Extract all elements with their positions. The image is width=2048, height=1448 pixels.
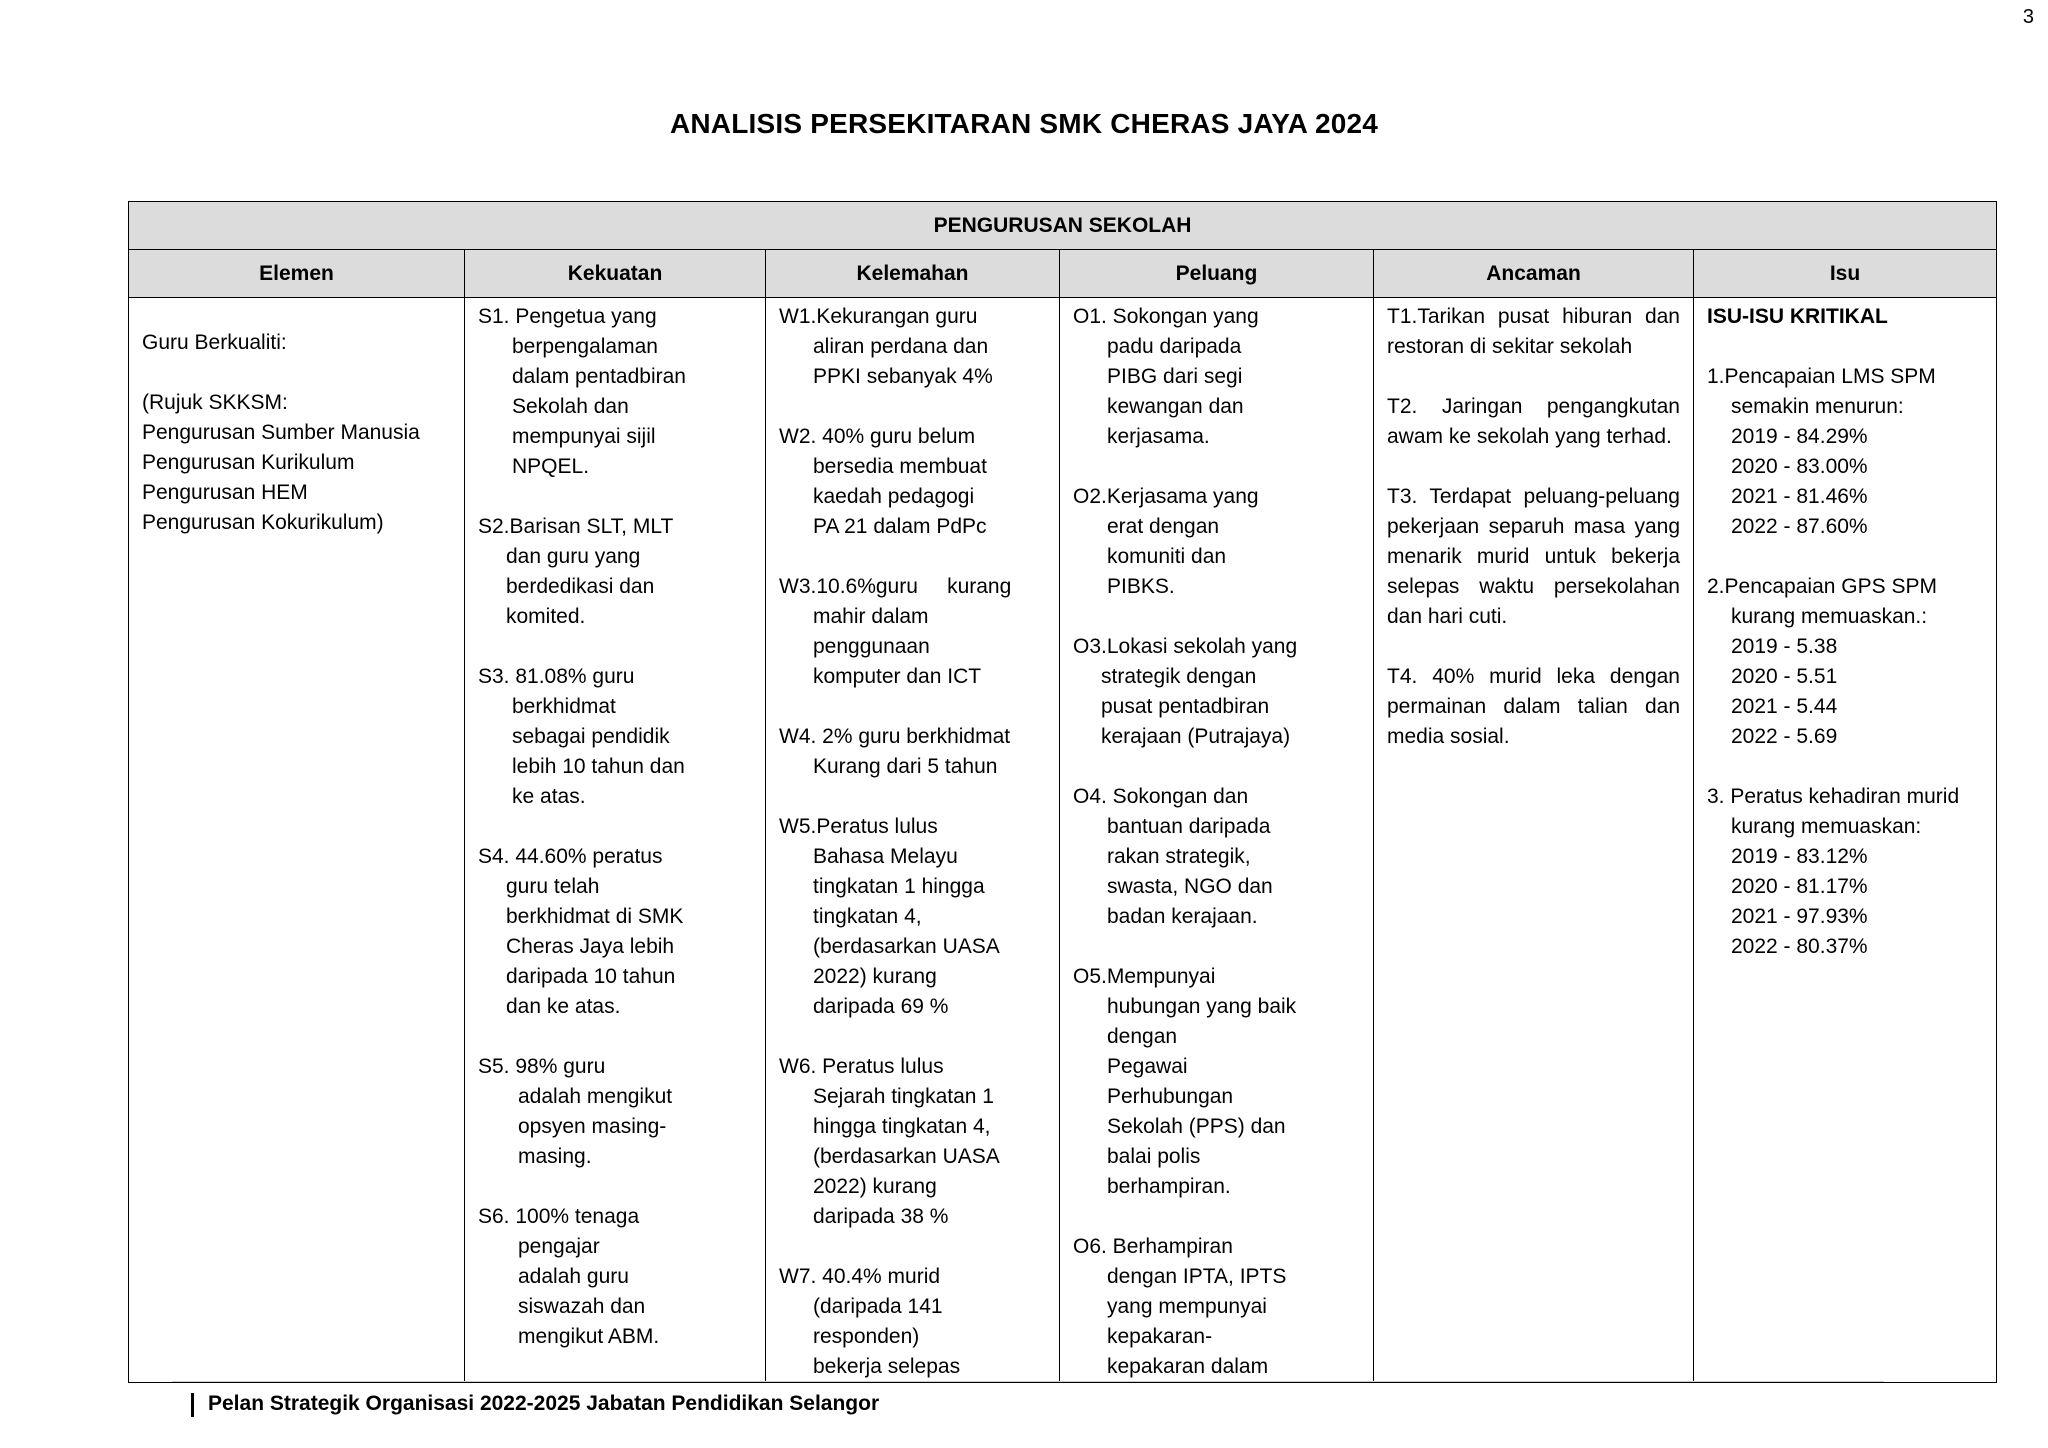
ancaman-cell [1374, 298, 1694, 1383]
elemen-text: Guru Berkualiti: (Rujuk SKKSM: Pengurusan Sumber Manusia Pengurusan Kurikulum Pengurusan HEM Pengurusan Kokurikulum) [142, 331, 420, 534]
opportunity-lead: O6. Berhampiran [1073, 1235, 1233, 1258]
opportunity-item [1073, 482, 1360, 602]
column-header-ancaman: Ancaman [1374, 250, 1694, 298]
strength-lead: S1. Pengetua yang [478, 305, 657, 328]
issue-detail: kurang memuaskan.: 2019 - 5.38 2020 - 5.51 2021 - 5.44 2022 - 5.69 [1731, 605, 1928, 748]
weakness-lead: W7. 40.4% murid [779, 1265, 941, 1288]
weakness-lead: W2. 40% guru belum [779, 425, 976, 448]
opportunity-item [1073, 632, 1360, 752]
weakness-lead: W6. Peratus lulus [779, 1055, 944, 1078]
weakness-lead: W5.Peratus lulus [779, 815, 938, 838]
strength-detail: berkhidmat sebagai pendidik lebih 10 tahun dan ke atas. [512, 695, 685, 808]
opportunity-item [1073, 782, 1360, 932]
weakness-item [779, 572, 1046, 692]
weakness-item [779, 812, 1046, 1022]
weakness-item [779, 422, 1046, 542]
section-header: PENGURUSAN SEKOLAH [129, 202, 1997, 250]
strength-detail: berpengalaman dalam pentadbiran Sekolah dan mempunyai sijil NPQEL. [512, 335, 686, 478]
weakness-detail: mahir dalam penggunaan komputer dan ICT [813, 605, 982, 688]
issue-detail: semakin menurun: 2019 - 84.29% 2020 - 83.00% 2021 - 81.46% 2022 - 87.60% [1731, 395, 1904, 538]
weakness-detail: (daripada 141 responden) bekerja selepas [813, 1295, 961, 1378]
weakness-item [779, 302, 1046, 392]
weakness-detail: Kurang dari 5 tahun [813, 755, 998, 778]
weakness-item [779, 1052, 1046, 1232]
column-header-isu: Isu [1694, 250, 1997, 298]
opportunity-detail: strategik dengan pusat pentadbiran kerajaan (Putrajaya) [1101, 665, 1291, 748]
weakness-lead: W1.Kekurangan guru [779, 305, 978, 328]
strength-detail: pengajar adalah guru siswazah dan mengikut ABM. [518, 1235, 660, 1348]
issue-item [1707, 572, 1983, 752]
strength-detail: adalah mengikut opsyen masing- masing. [518, 1085, 673, 1168]
opportunity-detail: bantuan daripada rakan strategik, swasta, NGO dan badan kerajaan. [1107, 815, 1273, 928]
swot-table [128, 201, 1997, 1383]
isu-cell [1694, 298, 1997, 1383]
isu-title: ISU-ISU KRITIKAL [1707, 305, 1888, 328]
opportunity-item [1073, 302, 1360, 452]
column-header-elemen: Elemen [129, 250, 465, 298]
strength-detail: dan guru yang berdedikasi dan komited. [506, 545, 655, 628]
threat-item: T2. Jaringan pengangkutan awam ke sekolah yang terhad. [1387, 395, 1680, 448]
opportunity-lead: O4. Sokongan dan [1073, 785, 1249, 808]
document-title: ANALISIS PERSEKITARAN SMK CHERAS JAYA 2024 [669, 108, 1379, 139]
footer-text: Pelan Strategik Organisasi 2022-2025 Jabatan Pendidikan Selangor [208, 1392, 880, 1415]
issue-lead: 3. Peratus kehadiran murid [1707, 785, 1960, 808]
footer-divider [172, 1381, 1884, 1382]
threat-item: T3. Terdapat peluang-peluang pekerjaan separuh masa yang menarik murid untuk bekerja selepas waktu persekolahan dan hari cuti. [1387, 485, 1680, 628]
strength-lead: S3. 81.08% guru [478, 665, 635, 688]
strength-lead: S4. 44.60% peratus [478, 845, 663, 868]
strength-item [478, 1202, 752, 1352]
weakness-detail: Bahasa Melayu tingkatan 1 hingga tingkatan 4, (berdasarkan UASA 2022) kurang daripada 69 % [813, 845, 1000, 1018]
weakness-lead: W3.10.6%guru kurang [779, 575, 1012, 598]
weakness-detail: Sejarah tingkatan 1 hingga tingkatan 4, (berdasarkan UASA 2022) kurang daripada 38 % [813, 1085, 1000, 1228]
strength-lead: S6. 100% tenaga [478, 1205, 640, 1228]
kelemahan-cell [766, 298, 1060, 1383]
column-header-peluang: Peluang [1060, 250, 1374, 298]
opportunity-lead: O3.Lokasi sekolah yang [1073, 635, 1298, 658]
kekuatan-cell [465, 298, 766, 1383]
elemen-cell [129, 298, 465, 1383]
strength-item [478, 662, 752, 812]
strength-lead: S5. 98% guru [478, 1055, 606, 1078]
opportunity-lead: O5.Mempunyai [1073, 965, 1216, 988]
strength-item [478, 302, 752, 482]
strength-item [478, 842, 752, 1022]
opportunity-lead: O1. Sokongan yang [1073, 305, 1259, 328]
opportunity-detail: erat dengan komuniti dan PIBKS. [1107, 515, 1227, 598]
opportunity-detail: dengan IPTA, IPTS yang mempunyai kepakaran- kepakaran dalam [1107, 1265, 1287, 1378]
threat-item: T1.Tarikan pusat hiburan dan restoran di sekitar sekolah [1387, 305, 1680, 358]
footer-accent-bar [191, 1393, 194, 1417]
weakness-item [779, 1262, 1046, 1382]
strength-detail: guru telah berkhidmat di SMK Cheras Jaya lebih daripada 10 tahun dan ke atas. [506, 875, 684, 1018]
issue-item [1707, 782, 1983, 962]
opportunity-item [1073, 962, 1360, 1202]
strength-lead: S2.Barisan SLT, MLT [478, 515, 674, 538]
opportunity-lead: O2.Kerjasama yang [1073, 485, 1259, 508]
weakness-detail: bersedia membuat kaedah pedagogi PA 21 dalam PdPc [813, 455, 987, 538]
column-header-kekuatan: Kekuatan [465, 250, 766, 298]
opportunity-detail: hubungan yang baik dengan Pegawai Perhubungan Sekolah (PPS) dan balai polis berhampiran. [1107, 995, 1297, 1198]
page-number: 3 [2022, 6, 2034, 28]
weakness-lead: W4. 2% guru berkhidmat [779, 725, 1011, 748]
column-header-kelemahan: Kelemahan [766, 250, 1060, 298]
weakness-item [779, 722, 1046, 782]
peluang-cell [1060, 298, 1374, 1383]
issue-item [1707, 362, 1983, 542]
opportunity-detail: padu daripada PIBG dari segi kewangan dan kerjasama. [1107, 335, 1244, 448]
issue-lead: 2.Pencapaian GPS SPM [1707, 575, 1937, 598]
issue-lead: 1.Pencapaian LMS SPM [1707, 365, 1936, 388]
opportunity-item [1073, 1232, 1360, 1382]
weakness-detail: aliran perdana dan PPKI sebanyak 4% [813, 335, 993, 388]
issue-detail: kurang memuaskan: 2019 - 83.12% 2020 - 81.17% 2021 - 97.93% 2022 - 80.37% [1731, 815, 1922, 958]
strength-item [478, 512, 752, 632]
threat-item: T4. 40% murid leka dengan permainan dalam talian dan media sosial. [1387, 665, 1680, 748]
strength-item [478, 1052, 752, 1172]
